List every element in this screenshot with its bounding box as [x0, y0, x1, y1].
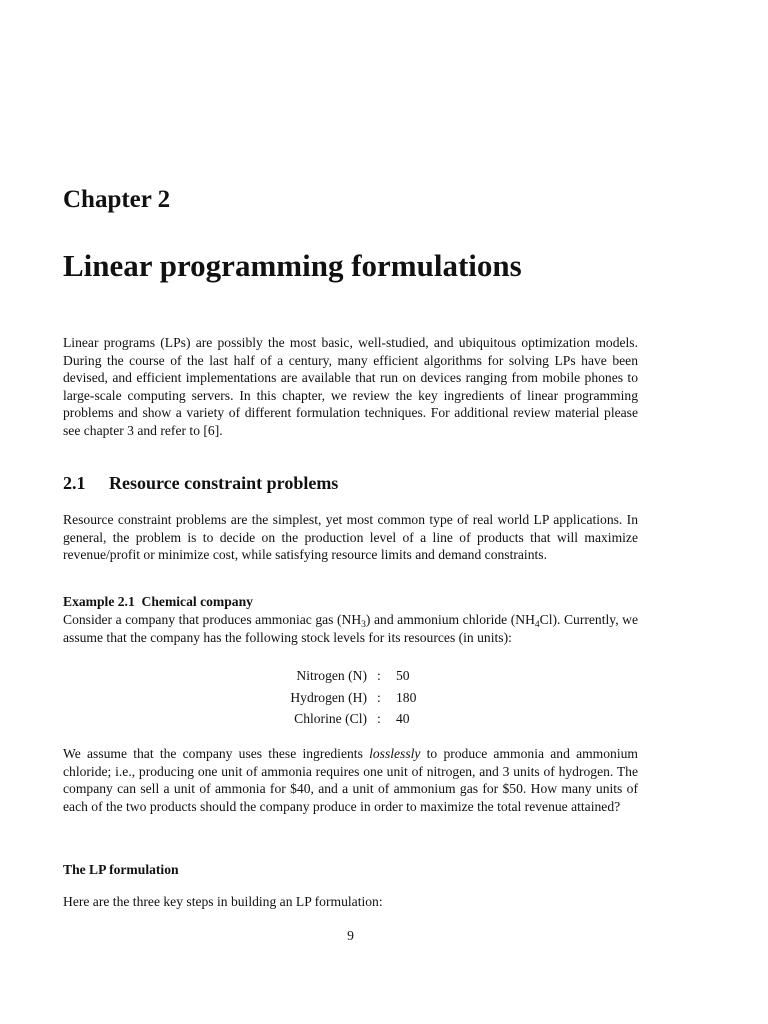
page-number: 9	[347, 928, 354, 943]
assumption-paragraph	[63, 745, 638, 815]
example-label: Example 2.1	[63, 594, 135, 609]
stock-levels-table	[63, 665, 638, 730]
emphasis-losslessly: losslessly	[369, 746, 421, 761]
resource-name: Chlorine (Cl)	[294, 711, 367, 726]
resource-amount: 50	[396, 668, 410, 683]
lp-formulation-heading: The LP formulation	[63, 862, 179, 877]
stock-row	[63, 687, 638, 709]
separator: :	[377, 668, 381, 683]
example-text-1: Consider a company that produces ammoniac gas (NH	[63, 612, 362, 627]
nh3-subscript: 3	[361, 620, 366, 630]
chapter-label: Chapter 2	[63, 186, 171, 213]
chapter-title: Linear programming formulations	[63, 248, 522, 283]
separator: :	[377, 711, 381, 726]
nh4-subscript: 4	[534, 620, 540, 630]
example-text-2: ) and ammonium chloride (NH	[365, 612, 535, 627]
section-heading	[63, 473, 338, 494]
example-text-3: Cl). Currently, we assume that the company has the following stock levels for its resources (in units):	[63, 612, 638, 645]
intro-paragraph: Linear programs (LPs) are possibly the most basic, well-studied, and ubiquitous optimization models. During the course of the last half of a century, many efficient algorithms for solving LPs have been devised, and efficient implementations are available that run on devices ranging from mobile phones to large-scale computing servers. In this chapter, we review the key ingredients of linear programming problems and show a variety of different formulation techniques. For additional review material please see chapter 3 and refer to [6].	[63, 335, 638, 438]
stock-row	[63, 708, 638, 730]
lp-formulation-paragraph: Here are the three key steps in building an LP formulation:	[63, 894, 383, 909]
example-paragraph	[63, 611, 638, 646]
resource-amount: 40	[396, 711, 410, 726]
resource-amount: 180	[396, 689, 417, 705]
example-heading	[63, 594, 253, 610]
section-number: 2.1	[63, 473, 86, 493]
example-title: Chemical company	[141, 594, 253, 609]
section-title: Resource constraint problems	[109, 473, 339, 493]
resource-name: Hydrogen (H)	[290, 689, 367, 705]
section-paragraph: Resource constraint problems are the simplest, yet most common type of real world LP applications. In general, the problem is to decide on the production level of a line of products that will maximize revenue/profit or minimize cost, while satisfying resource limits and demand constraints.	[63, 512, 638, 563]
assumption-text-2: to produce ammonia and ammonium chloride; i.e., producing one unit of ammonia requires one unit of nitrogen, and 3 units of hydrogen. The company can sell a unit of ammonia for $40, and a unit of ammonium gas for $50. How many units of each of the two products should the company produce in order to maximize the total revenue attained?	[63, 746, 638, 814]
separator: :	[377, 689, 381, 705]
assumption-text-1: We assume that the company uses these ingredients	[63, 746, 370, 761]
resource-name: Nitrogen (N)	[296, 668, 367, 683]
stock-row	[63, 665, 638, 687]
